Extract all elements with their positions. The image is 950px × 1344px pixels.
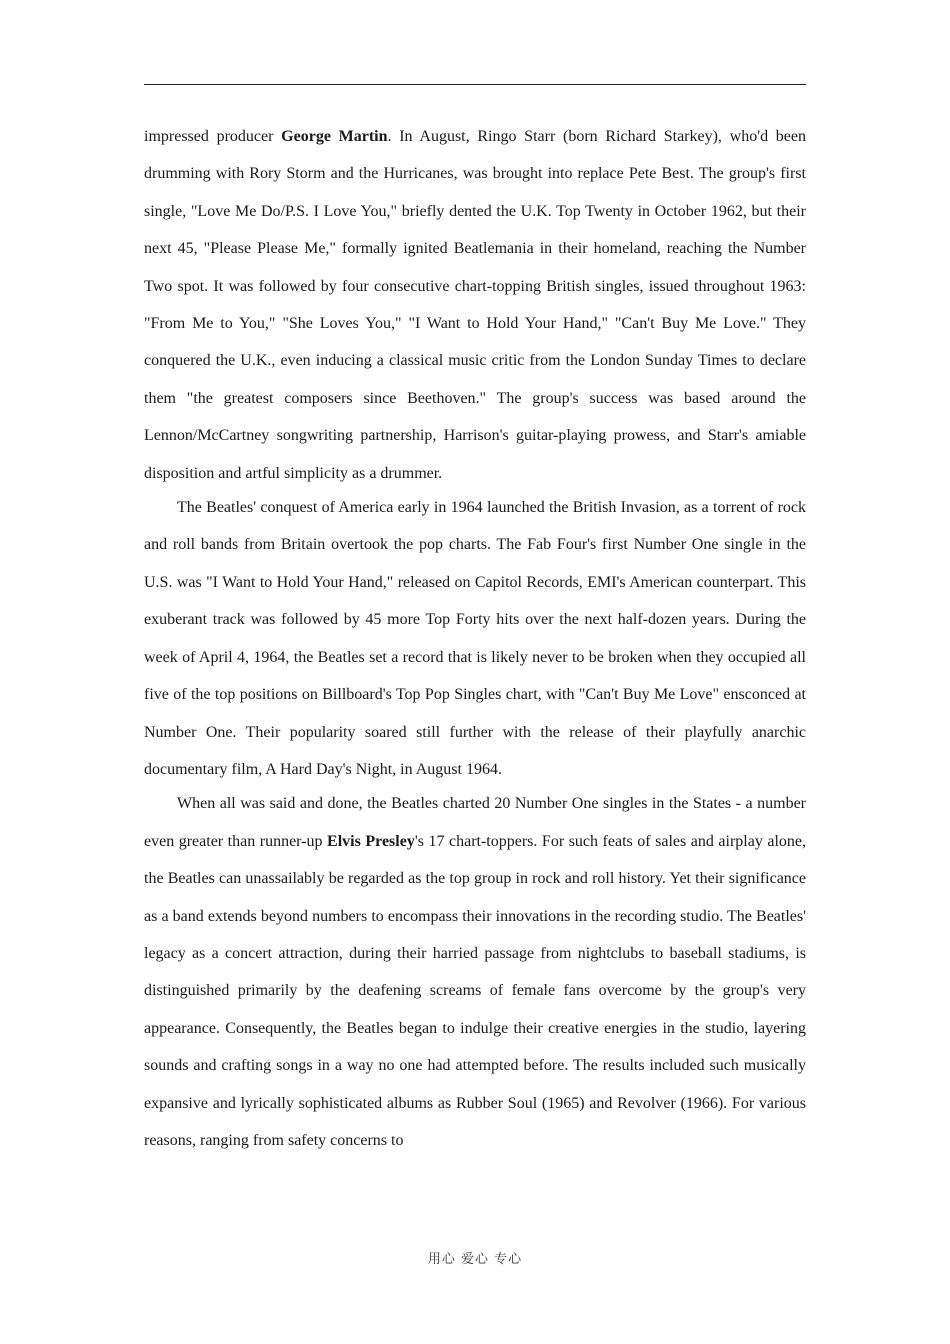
bold-name-george-martin: George Martin [281, 128, 388, 145]
text-segment: impressed producer [144, 128, 282, 145]
bold-name-elvis-presley: Elvis Presley [327, 832, 415, 850]
text-segment: The Beatles' conquest of America early in 1964 launched the British Invasion, as a torrent of rock and roll bands from Britain overtook the pop charts. The Fab Four's first Number One single in the U.S. was "I Want to Hold Your Hand," released on Capitol Records, EMI's American counterpart. This exuberant track was followed by 45 more Top Forty hits over the next half-dozen years. During the week of April 4, 1964, the Beatles set a record that is likely never to be broken when they occupied all five of the top positions on Billboard's Top Pop Singles chart, with "Can't Buy Me Love" ensconced at Number One. Their popularity soared still further with the release of their playfully anarchic documentary film, A Hard Day's Night, in August 1964. [144, 499, 806, 778]
text-segment: . In August, Ringo Starr (born Richard Starkey), who'd been drumming with Rory Storm and the Hurricanes, was brought into replace Pete Best. The group's first single, "Love Me Do/P.S. I Love You," briefly dented the U.K. Top Twenty in October 1962, but their next 45, "Please Please Me," formally ignited Beatlemania in their homeland, reaching the Number Two spot. It was followed by four consecutive chart-topping British singles, issued throughout 1963: "From Me to You," "She Loves You," "I Want to Hold Your Hand," "Can't Buy Me Love." They conquered the U.K., even inducing a classical music critic from the London Sunday Times to declare them "the greatest composers since Beethoven." The group's success was based around the Lennon/McCartney songwriting partnership, Harrison's guitar-playing prowess, and Starr's amiable disposition and artful simplicity as a drummer. [144, 128, 806, 482]
text-segment: 's 17 chart-toppers. For such feats of sales and airplay alone, the Beatles can unassailably be regarded as the top group in rock and roll history. Yet their significance as a band extends beyond numbers to encompass their innovations in the recording studio. The Beatles' legacy as a concert attraction, during their harried passage from nightclubs to baseball stadiums, is distinguished primarily by the deafening screams of female fans overcome by the group's very appearance. Consequently, the Beatles began to indulge their creative energies in the studio, layering sounds and crafting songs in a way no one had attempted before. The results included such musically expansive and lyrically sophisticated albums as Rubber Soul (1965) and Revolver (1966). For various reasons, ranging from safety concerns to [144, 832, 807, 1149]
paragraph-3 [144, 785, 806, 1159]
page-footer: 用心 爱心 专心 [427, 1252, 523, 1267]
text-segment: When all was said and done, the Beatles charted 20 Number One singles in the States - a number even greater than runner-up [144, 795, 806, 850]
document-body [144, 118, 806, 1159]
paragraph-1 [144, 118, 806, 492]
paragraph-2 [144, 489, 806, 788]
header-rule [144, 84, 806, 85]
